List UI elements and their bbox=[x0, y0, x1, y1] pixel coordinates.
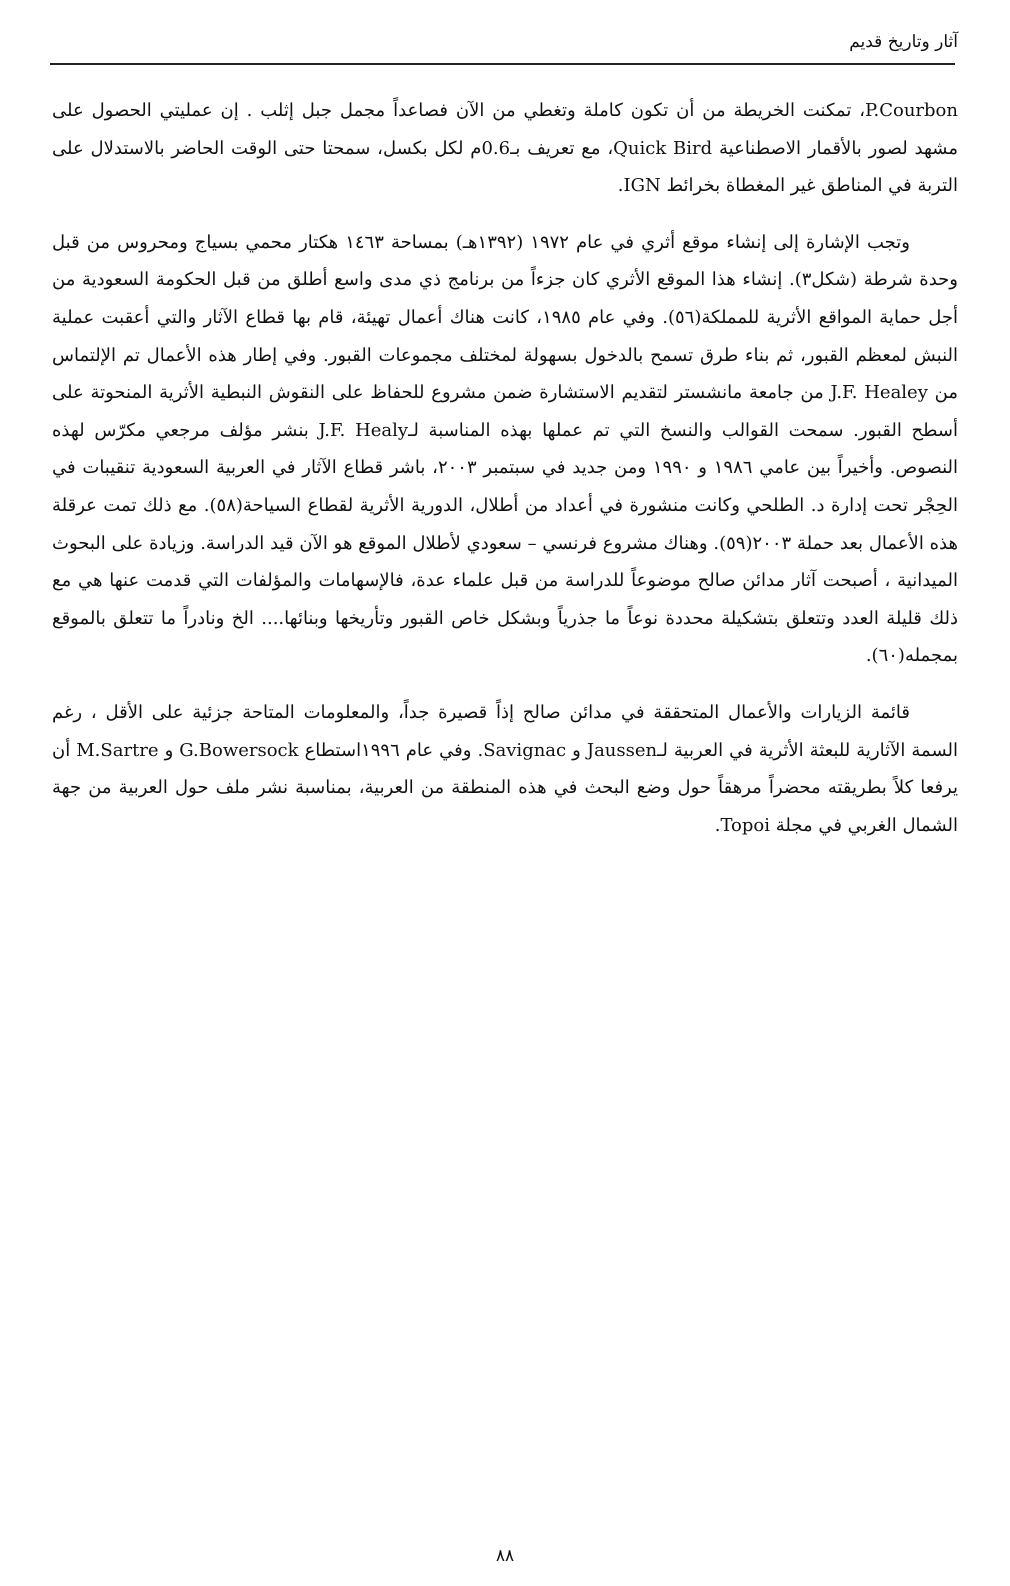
paragraph-2: وتجب الإشارة إلى إنشاء موقع أثري في عام ١٩٧٢ (١٣٩٢هـ) بمساحة ١٤٦٣ هكتار محمي بسياج ومحروس من قبل وحدة شرطة (شكل٣). إنشاء هذا الموقع الأثري كان جزءاً من برنامج ذي مدى واسع أطلق من قبل الحكومة السعودية من أجل حماية المواقع الأثرية للمملكة(٥٦). وفي عام ١٩٨٥، كانت هناك أعمال تهيئة، قام بها قطاع الآثار والتي أعقبت عملية النبش لمعظم القبور، ثم بناء طرق تسمح بالدخول بسهولة لمختلف مجموعات القبور. وفي إطار هذه الأعمال تم الإلتماس من J.F. Healey من جامعة مانشستر لتقديم الاستشارة ضمن مشروع للحفاظ على النقوش النبطية الأثرية المنحوتة على أسطح القبور. سمحت القوالب والنسخ التي تم عملها بهذه المناسبة لـJ.F. Healy بنشر مؤلف مرجعي مكرّس لهذه النصوص. وأخيراً بين عامي ١٩٨٦ و ١٩٩٠ ومن جديد في سبتمبر ٢٠٠٣، باشر قطاع الآثار في العربية السعودية تنقيبات في الحِجْر تحت إدارة د. الطلحي وكانت منشورة في أعداد من أطلال، الدورية الأثرية لقطاع السياحة(٥٨). مع ذلك تمت عرقلة هذه الأعمال بعد حملة ٢٠٠٣(٥٩). وهناك مشروع فرنسي – سعودي لأطلال الموقع هو الآن قيد الدراسة. وزيادة على البحوث الميدانية ، أصبحت آثار مدائن صالح موضوعاً للدراسة من قبل علماء عدة، فالإسهامات والمؤلفات التي قدمت عنها هي مع ذلك قليلة العدد وتتعلق بتشكيلة محددة نوعاً ما جذرياً وبشكل خاص القبور وتأريخها وبنائها.... الخ ونادراً ما تتعلق بالموقع بمجمله(٦٠). bbox=[52, 231, 959, 667]
header-rule bbox=[50, 63, 955, 65]
running-header-title: آثار وتاريخ قديم bbox=[849, 32, 958, 52]
body-text bbox=[52, 92, 958, 863]
page-number: ٨٨ bbox=[495, 1546, 515, 1566]
paragraph-3: قائمة الزيارات والأعمال المتحققة في مدائن صالح إذاً قصيرة جداً، والمعلومات المتاحة جزئية على الأقل ، رغم السمة الآثارية للبعثة الأثرية في العربية لـJaussen و Savignac. وفي عام ١٩٩٦استطاع G.Bowersock و M.Sartre أن يرفعا كلاً بطريقته محضراً مرهقاً حول وضع البحث في هذه المنطقة من العربية، بمناسبة نشر ملف حول العربية من جهة الشمال الغربي في مجلة Topoi. bbox=[52, 701, 959, 836]
paragraph-1: P.Courbon، تمكنت الخريطة من أن تكون كاملة وتغطي من الآن فصاعداً مجمل جبل إثلب . إن عمليتي الحصول على مشهد لصور بالأقمار الاصطناعية Quick Bird، مع تعريف بـ0.6م لكل بكسل، سمحتا حتى الوقت الحاضر بالاستدلال على التربة في المناطق غير المغطاة بخرائط IGN. bbox=[52, 100, 958, 197]
